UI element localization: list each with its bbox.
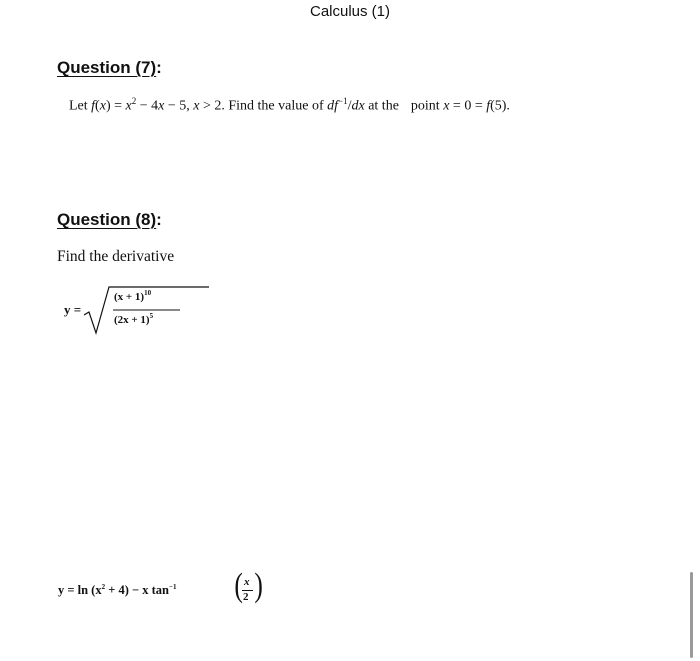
stmt-text: at the xyxy=(364,98,399,114)
eq2-text: y = ln (x xyxy=(58,583,102,597)
stmt-var: x xyxy=(158,98,165,114)
eq2-text: + 4) − x tan xyxy=(105,583,169,597)
stmt-var: f xyxy=(486,98,491,114)
stmt-var: x xyxy=(125,98,132,114)
stmt-text: ) = xyxy=(105,98,126,114)
equation-2-fraction xyxy=(234,567,263,608)
denominator-exponent: 5 xyxy=(149,312,154,320)
right-paren-icon: ) xyxy=(254,567,263,604)
stmt-text: point xyxy=(410,98,444,114)
eq2-exponent: 2 xyxy=(101,583,106,591)
eq2-exponent: −1 xyxy=(169,583,177,591)
stmt-text: Let xyxy=(69,98,92,114)
numerator-exponent: 10 xyxy=(144,289,152,297)
stmt-text: > 2. Find the value of xyxy=(199,98,328,114)
fraction-numerator: x xyxy=(244,576,250,588)
equation-log-arctan xyxy=(58,567,288,612)
stmt-var: x xyxy=(99,98,106,114)
vertical-scrollbar[interactable] xyxy=(690,572,693,658)
equation-1-lhs: y = xyxy=(64,302,82,317)
stmt-var: dx xyxy=(351,98,365,114)
equation-1-denominator xyxy=(114,312,153,326)
stmt-text: − 5, xyxy=(164,98,194,114)
stmt-text: = 0 = xyxy=(449,98,487,114)
stmt-var: x xyxy=(193,98,200,114)
question-7-statement xyxy=(69,96,510,115)
stmt-text: − 4 xyxy=(136,98,159,114)
stmt-text: (5). xyxy=(490,98,510,114)
stmt-exponent: 2 xyxy=(131,96,137,106)
fraction-denominator: 2 xyxy=(243,591,249,603)
question-7-title xyxy=(57,58,162,78)
question-7-label: Question (7) xyxy=(57,58,157,77)
left-paren-icon: ( xyxy=(234,567,243,604)
stmt-exponent: −1 xyxy=(338,96,348,106)
question-8-colon: : xyxy=(156,210,162,229)
stmt-var: df xyxy=(327,98,339,114)
stmt-var: f xyxy=(91,98,96,114)
question-8-title xyxy=(57,210,162,230)
document-header: Calculus (1) xyxy=(309,3,391,20)
question-8-instruction: Find the derivative xyxy=(57,248,175,265)
stmt-text: / xyxy=(347,98,352,114)
question-7-colon: : xyxy=(156,58,162,77)
question-8-label: Question (8) xyxy=(57,210,157,229)
equation-2-expression xyxy=(58,583,177,598)
equation-radical xyxy=(64,285,204,337)
stmt-var: x xyxy=(443,98,450,114)
denominator-base: (2x + 1) xyxy=(114,314,150,326)
numerator-base: (x + 1) xyxy=(114,291,145,303)
stmt-text: ( xyxy=(95,98,100,114)
equation-1-numerator xyxy=(114,289,151,303)
